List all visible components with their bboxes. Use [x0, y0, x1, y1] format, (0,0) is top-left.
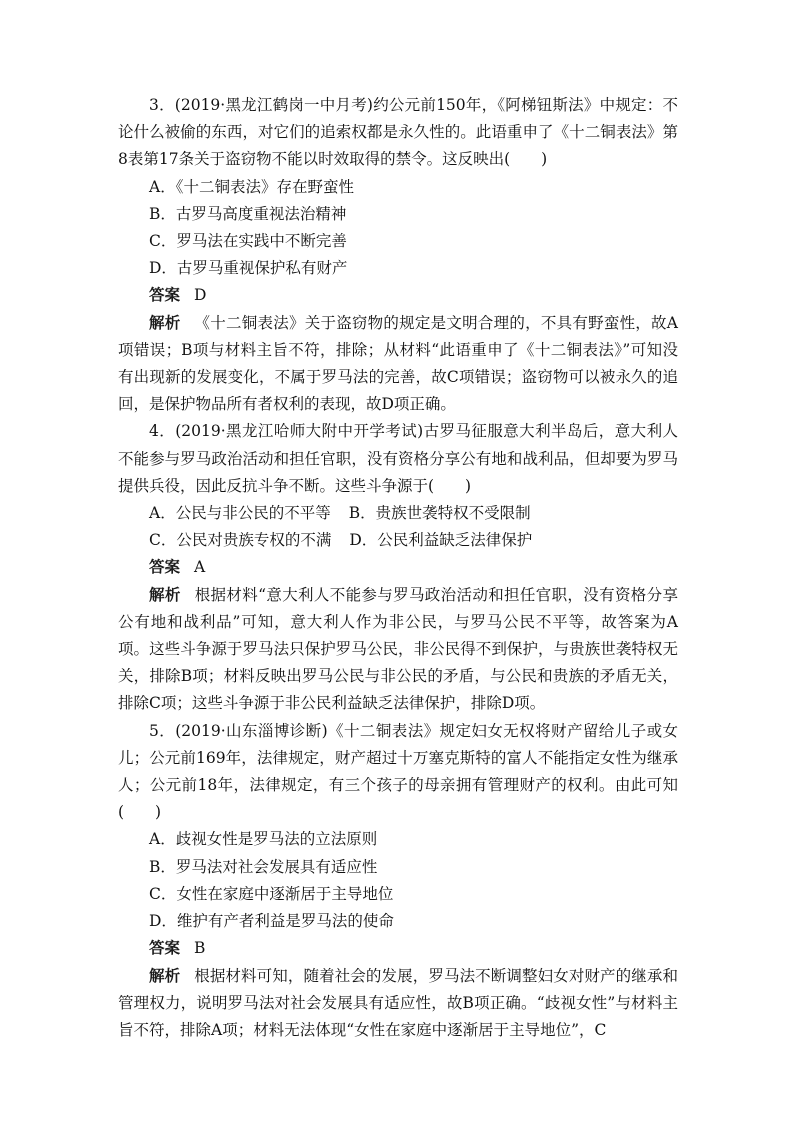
answer-value: D [194, 286, 207, 305]
answer-label: 答案 [149, 939, 181, 958]
analysis-label: 解析 [149, 313, 181, 332]
answer-label: 答案 [149, 286, 181, 305]
question-5-option-b: B．罗马法对社会发展具有适应性 [149, 857, 378, 876]
question-3 [118, 92, 678, 418]
question-3-option-a: A．《十二铜表法》存在野蛮性 [149, 177, 354, 196]
analysis-text: 根据材料可知，随着社会的发展，罗马法不断调整妇女对财产的继承和管理权力，说明罗马法对社会发展具有适应性，故B项正确。“歧视女性”与材料主旨不符，排除A项；材料无法体现“女性在家庭中逐渐居于主导地位”，C [118, 966, 678, 1039]
question-4-options-row-1 [118, 500, 678, 527]
answer-value: B [194, 939, 206, 958]
question-3-option-b: B．古罗马高度重视法治精神 [149, 204, 347, 223]
question-4-option-b: B．贵族世袭特权不受限制 [348, 504, 531, 523]
question-3-stem: 3．(2019·黑龙江鹤岗一中月考)约公元前150年，《阿梯钮斯法》中规定：不论什么被偷的东西，对它们的追索权都是永久性的。此语重申了《十二铜表法》第8表第17条关于盗窃物不能以时效取得的禁令。这反映出( ) [118, 96, 678, 169]
answer-value: A [194, 558, 206, 577]
question-4-option-a: A．公民与非公民的不平等 [149, 504, 331, 523]
question-4-analysis [118, 582, 678, 718]
question-5 [118, 718, 678, 1044]
question-3-answer [118, 282, 678, 309]
analysis-text: 《十二铜表法》关于盗窃物的规定是文明合理的，不具有野蛮性，故A项错误；B项与材料主旨不符，排除；从材料“此语重申了《十二铜表法》”可知没有出现新的发展变化，不属于罗马法的完善，故C项错误；盗窃物可以被永久的追回，是保护物品所有者权利的表现，故D项正确。 [118, 313, 678, 414]
question-5-answer [118, 935, 678, 962]
question-3-option-d: D．古罗马重视保护私有财产 [149, 259, 348, 278]
question-4-stem: 4．(2019·黑龙江哈师大附中开学考试)古罗马征服意大利半岛后，意大利人不能参与罗马政治活动和担任官职，没有资格分享公有地和战利品，但却要为罗马提供兵役，因此反抗斗争不断。这些斗争源于( ) [118, 422, 678, 495]
question-5-option-a: A．歧视女性是罗马法的立法原则 [149, 830, 378, 849]
document-page [118, 92, 678, 1044]
question-5-analysis [118, 963, 678, 1045]
analysis-label: 解析 [149, 585, 181, 604]
analysis-text: 根据材料“意大利人不能参与罗马政治活动和担任官职，没有资格分享公有地和战利品”可知，意大利人作为非公民，与罗马公民不平等，故答案为A项。这些斗争源于罗马法只保护罗马公民，非公民得不到保护，与贵族世袭特权无关，排除B项；材料反映出罗马公民与非公民的矛盾，与公民和贵族的矛盾无关，排除C项；这些斗争源于非公民利益缺乏法律保护，排除D项。 [118, 585, 678, 713]
question-5-stem: 5．(2019·山东淄博诊断)《十二铜表法》规定妇女无权将财产留给儿子或女儿；公元前169年，法律规定，财产超过十万塞克斯特的富人不能指定女性为继承人；公元前18年，法律规定，有三个孩子的母亲拥有管理财产的权利。由此可知( ) [118, 721, 678, 822]
question-5-option-d: D．维护有产者利益是罗马法的使命 [149, 912, 394, 931]
question-4-answer [118, 554, 678, 581]
question-5-option-c: C．女性在家庭中逐渐居于主导地位 [149, 884, 394, 903]
analysis-label: 解析 [149, 966, 181, 985]
question-4-option-d: D．公民利益缺乏法律保护 [349, 531, 533, 550]
question-4 [118, 418, 678, 717]
question-3-analysis [118, 310, 678, 419]
question-4-option-c: C．公民对贵族专权的不满 [149, 531, 332, 550]
question-4-options-row-2 [118, 527, 678, 554]
answer-label: 答案 [149, 558, 181, 577]
question-3-option-c: C．罗马法在实践中不断完善 [149, 232, 347, 251]
